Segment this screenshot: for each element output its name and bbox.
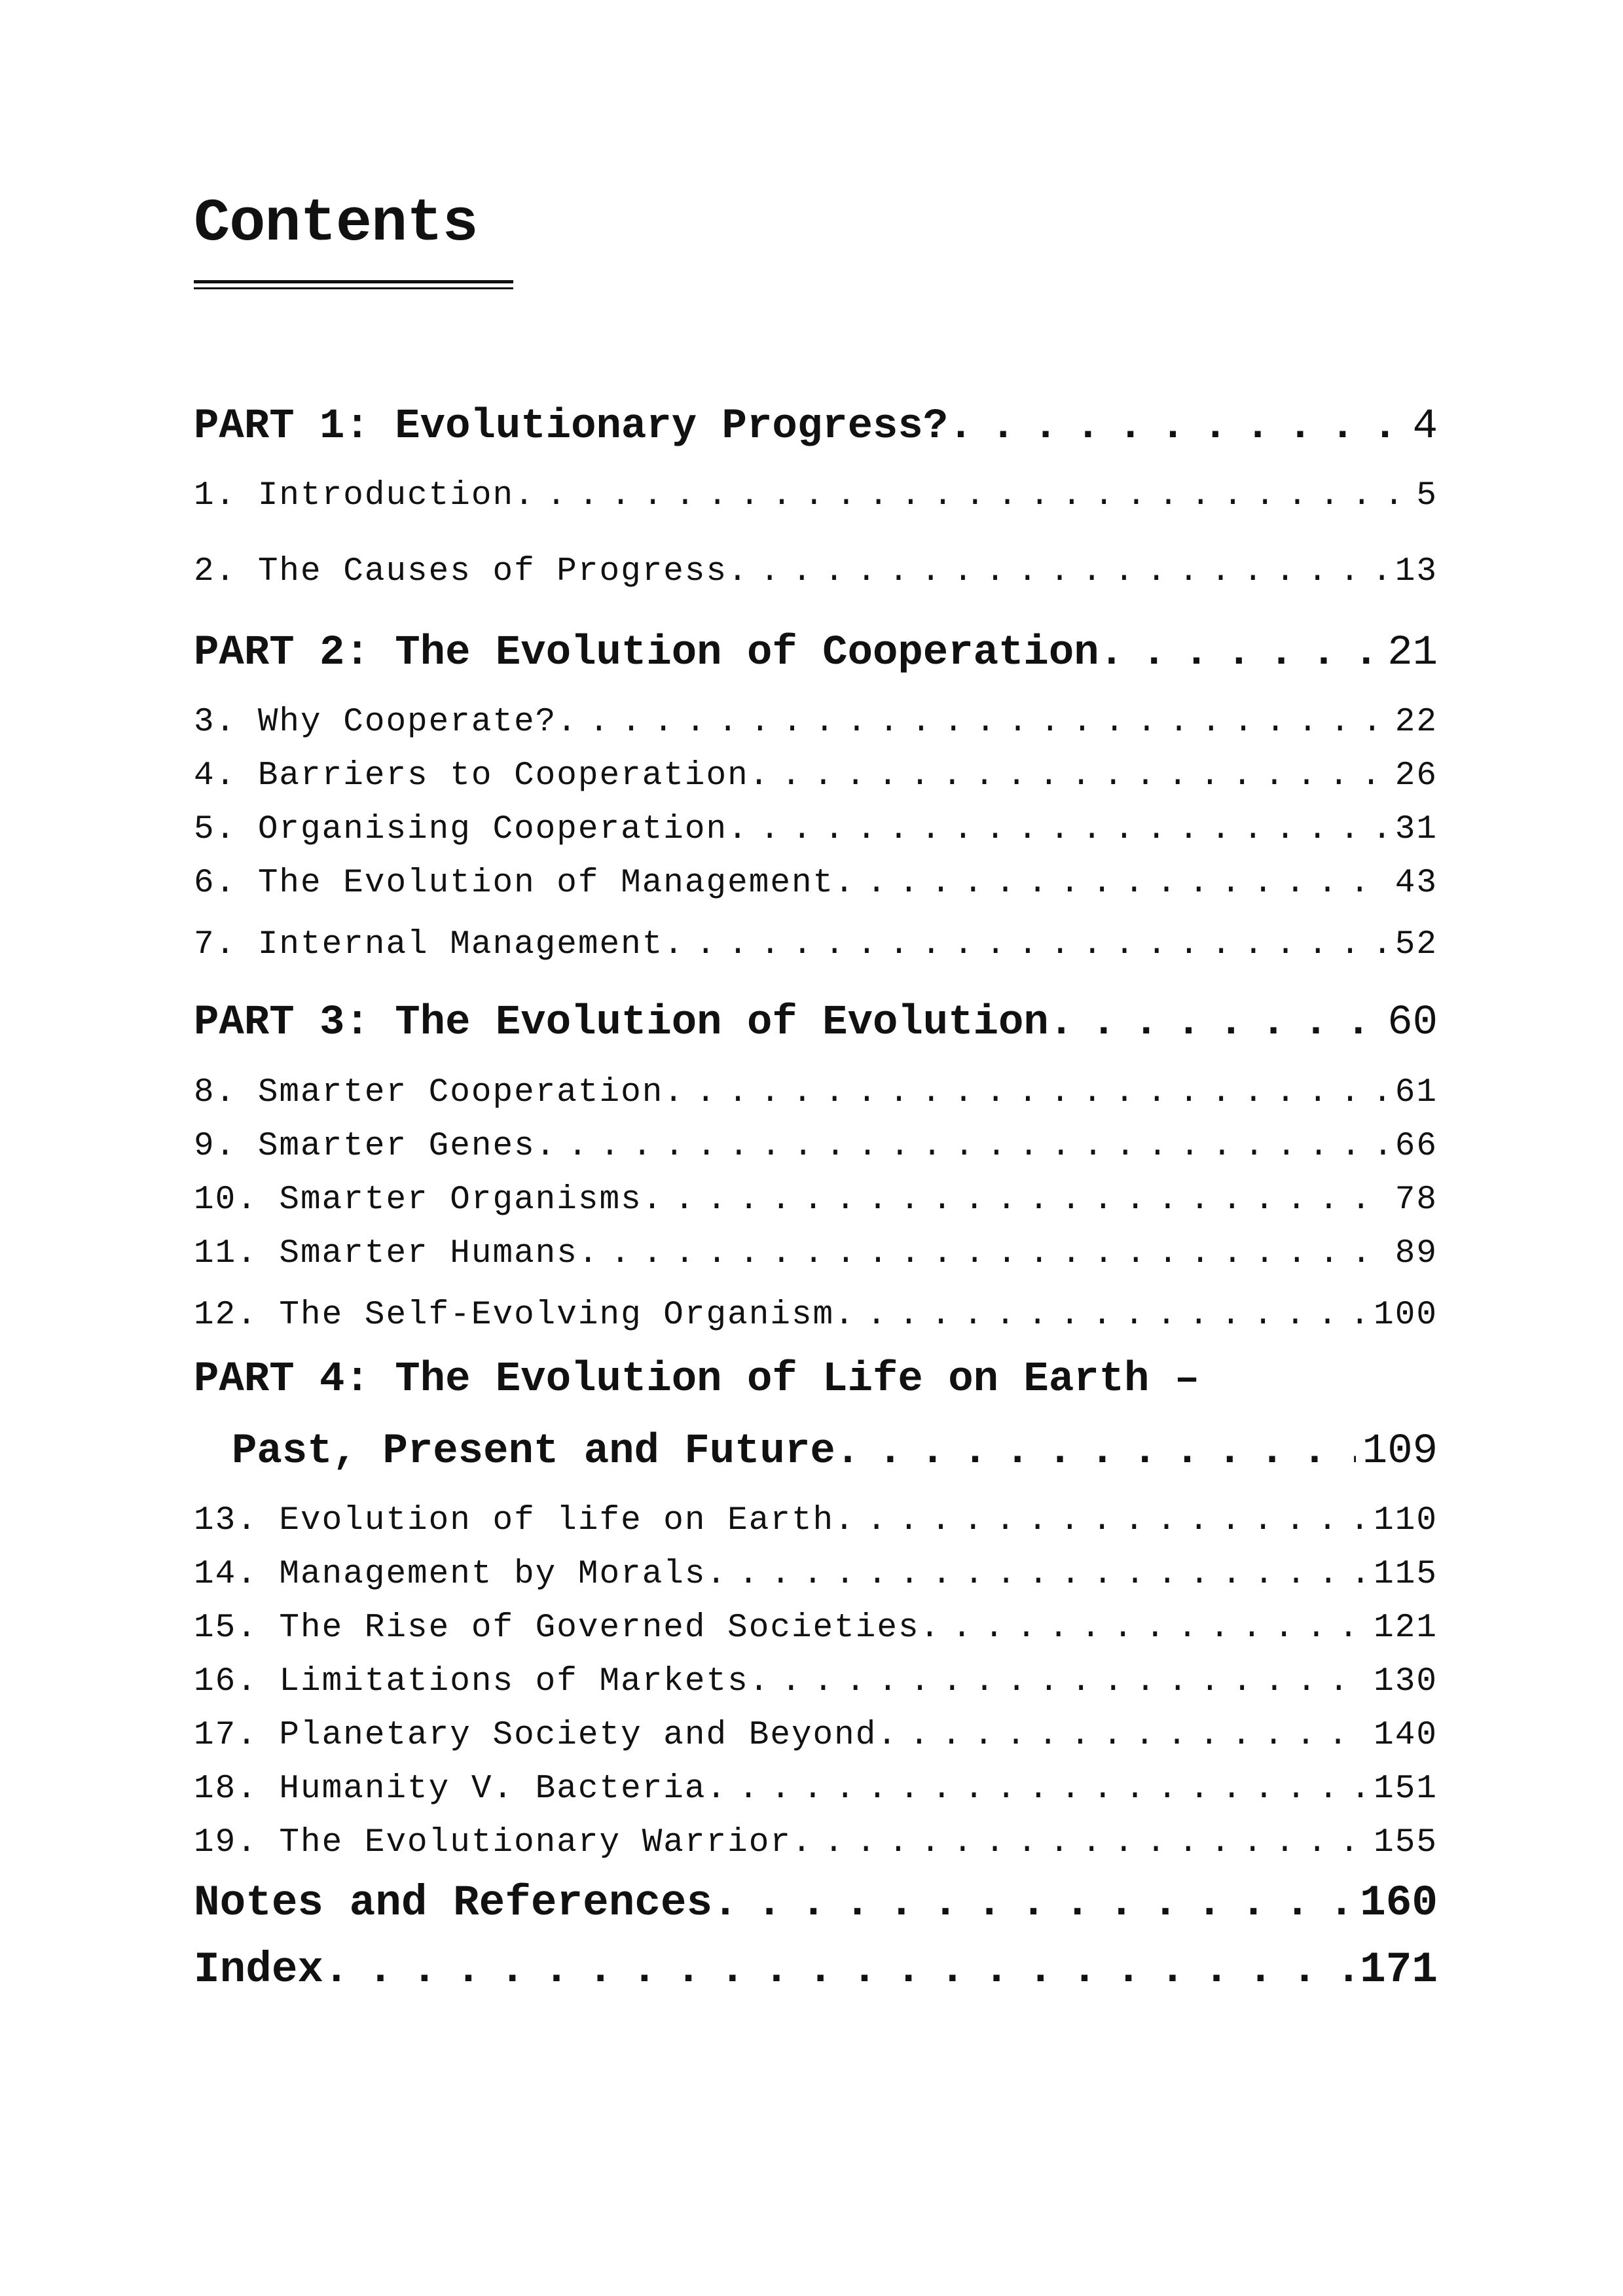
dot-leader: [834, 1500, 1367, 1542]
toc-part-2-label: PART 2: The Evolution of Cooperation: [194, 630, 1099, 677]
dot-leader: [663, 1072, 1388, 1114]
toc-chapter-11-page: 89: [1395, 1235, 1438, 1272]
toc-chapter-4[interactable]: [194, 755, 1438, 797]
toc-part-1-label: PART 1: Evolutionary Progress?: [194, 403, 949, 450]
dot-leader: [323, 1943, 1353, 1998]
toc-chapter-18-page: 151: [1374, 1770, 1438, 1808]
toc-chapter-9-label: 9. Smarter Genes: [194, 1128, 536, 1165]
toc-chapter-5-label: 5. Organising Cooperation: [194, 811, 728, 848]
toc-chapter-8-page: 61: [1395, 1074, 1438, 1111]
toc-chapter-5[interactable]: [194, 809, 1438, 851]
toc-chapter-1-page: 5: [1416, 477, 1438, 514]
dot-leader: [706, 1554, 1368, 1596]
toc-chapter-14-label: 14. Management by Morals: [194, 1556, 706, 1593]
toc-part-1-page: 4: [1412, 403, 1438, 450]
dot-leader: [712, 1876, 1353, 1931]
dot-leader: [556, 702, 1388, 744]
dot-leader: [834, 1295, 1367, 1336]
toc-part-2[interactable]: [194, 627, 1438, 679]
toc-part-4-page: 109: [1362, 1428, 1438, 1475]
toc-chapter-15-page: 121: [1374, 1609, 1438, 1647]
dot-leader: [948, 401, 1406, 453]
toc-chapter-8[interactable]: [194, 1072, 1438, 1114]
toc-chapter-12-label: 12. The Self-Evolving Organism: [194, 1297, 835, 1334]
toc-part-4-label-line-2: Past, Present and Future: [232, 1428, 835, 1475]
toc-chapter-19-label: 19. The Evolutionary Warrior: [194, 1824, 792, 1861]
toc-chapter-6-label: 6. The Evolution of Management: [194, 865, 835, 902]
toc-chapter-1[interactable]: [194, 475, 1438, 517]
toc-chapter-13-page: 110: [1374, 1502, 1438, 1539]
toc-chapter-10-label: 10. Smarter Organisms: [194, 1181, 642, 1219]
toc-chapter-5-page: 31: [1395, 811, 1438, 848]
toc-part-4-label-line-1: PART 4: The Evolution of Life on Earth –: [194, 1356, 1200, 1403]
toc-chapter-4-label: 4. Barriers to Cooperation: [194, 757, 749, 795]
toc-chapter-10[interactable]: [194, 1179, 1438, 1221]
toc-chapter-16-label: 16. Limitations of Markets: [194, 1663, 749, 1700]
toc-chapter-17-label: 17. Planetary Society and Beyond: [194, 1717, 877, 1754]
toc-chapter-19[interactable]: [194, 1822, 1438, 1864]
toc-chapter-11-label: 11. Smarter Humans: [194, 1235, 578, 1272]
dot-leader: [663, 924, 1388, 966]
toc-chapter-11[interactable]: [194, 1233, 1438, 1275]
dot-leader: [834, 863, 1389, 905]
toc-index-label: Index: [194, 1945, 324, 1994]
toc-part-1[interactable]: [194, 401, 1438, 453]
dot-leader: [727, 809, 1389, 851]
dot-leader: [1049, 997, 1381, 1049]
toc-chapter-2-page: 13: [1395, 553, 1438, 590]
toc-chapter-15-label: 15. The Rise of Governed Societies: [194, 1609, 920, 1647]
toc-part-3-page: 60: [1387, 999, 1438, 1047]
toc-chapter-7-page: 52: [1395, 926, 1438, 963]
toc-chapter-4-page: 26: [1395, 757, 1438, 795]
toc-chapter-12-page: 100: [1374, 1297, 1438, 1334]
dot-leader: [792, 1822, 1367, 1864]
dot-leader: [727, 551, 1389, 593]
toc-chapter-10-page: 78: [1395, 1181, 1438, 1219]
toc-index-page: 171: [1360, 1945, 1438, 1994]
toc-part-3[interactable]: [194, 997, 1438, 1049]
toc-chapter-18-label: 18. Humanity V. Bacteria: [194, 1770, 706, 1808]
toc-chapter-16[interactable]: [194, 1661, 1438, 1703]
toc-part-2-page: 21: [1387, 630, 1438, 677]
toc-notes-page: 160: [1360, 1878, 1438, 1928]
toc-index[interactable]: [194, 1943, 1438, 1998]
toc-chapter-13[interactable]: [194, 1500, 1438, 1542]
toc-chapter-8-label: 8. Smarter Cooperation: [194, 1074, 664, 1111]
dot-leader: [514, 475, 1410, 517]
toc-chapter-17[interactable]: [194, 1715, 1438, 1757]
toc-chapter-13-label: 13. Evolution of life on Earth: [194, 1502, 835, 1539]
toc-chapter-15[interactable]: [194, 1607, 1438, 1649]
toc-chapter-9[interactable]: [194, 1126, 1438, 1168]
dot-leader: [877, 1715, 1367, 1757]
toc-chapter-7[interactable]: [194, 924, 1438, 966]
toc-chapter-14-page: 115: [1374, 1556, 1438, 1593]
dot-leader: [536, 1126, 1389, 1168]
dot-leader: [578, 1233, 1389, 1275]
toc-part-3-label: PART 3: The Evolution of Evolution: [194, 999, 1049, 1047]
dot-leader: [749, 755, 1389, 797]
toc-notes-label: Notes and References: [194, 1878, 713, 1928]
page-title: Contents: [194, 189, 478, 258]
toc-chapter-2-label: 2. The Causes of Progress: [194, 553, 728, 590]
toc-chapter-18[interactable]: [194, 1768, 1438, 1810]
dot-leader: [642, 1179, 1389, 1221]
toc-chapter-1-label: 1. Introduction: [194, 477, 515, 514]
dot-leader: [835, 1426, 1356, 1478]
toc-chapter-12[interactable]: [194, 1295, 1438, 1336]
toc-chapter-17-page: 140: [1374, 1717, 1438, 1754]
toc-chapter-3[interactable]: [194, 702, 1438, 744]
toc-chapter-16-page: 130: [1374, 1663, 1438, 1700]
title-double-rule: [194, 280, 513, 289]
toc-part-4[interactable]: [232, 1426, 1438, 1478]
toc-chapter-9-page: 66: [1395, 1128, 1438, 1165]
dot-leader: [706, 1768, 1368, 1810]
toc-chapter-2[interactable]: [194, 551, 1438, 593]
toc-chapter-6[interactable]: [194, 863, 1438, 905]
dot-leader: [749, 1661, 1367, 1703]
toc-chapter-19-page: 155: [1374, 1824, 1438, 1861]
toc-notes-and-references[interactable]: [194, 1876, 1438, 1931]
dot-leader: [1099, 627, 1381, 679]
toc-chapter-7-label: 7. Internal Management: [194, 926, 664, 963]
toc-chapter-3-page: 22: [1395, 704, 1438, 741]
dot-leader: [920, 1607, 1368, 1649]
toc-chapter-3-label: 3. Why Cooperate?: [194, 704, 557, 741]
toc-chapter-14[interactable]: [194, 1554, 1438, 1596]
toc-part-4-line-1[interactable]: [194, 1354, 1438, 1406]
toc-chapter-6-page: 43: [1395, 865, 1438, 902]
